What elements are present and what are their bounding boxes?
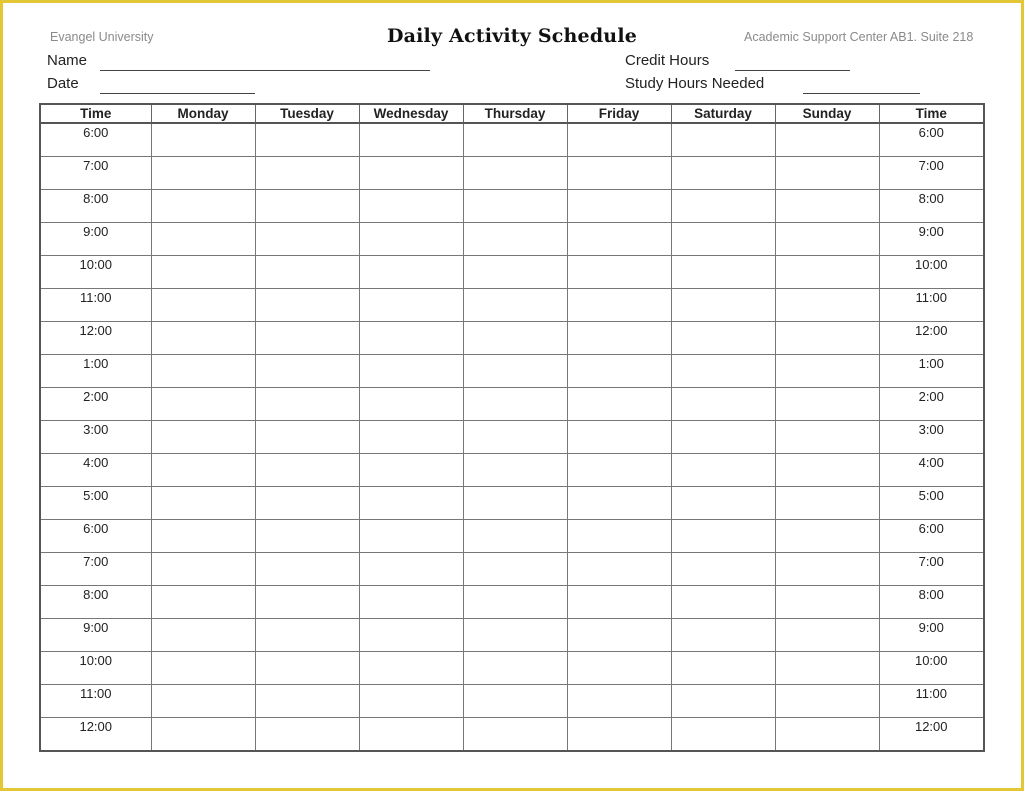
schedule-cell[interactable] — [359, 256, 463, 289]
schedule-cell[interactable] — [151, 421, 255, 454]
schedule-cell[interactable] — [359, 454, 463, 487]
time-cell-left: 3:00 — [40, 421, 151, 454]
schedule-cell[interactable] — [463, 355, 567, 388]
schedule-cell[interactable] — [463, 487, 567, 520]
column-header-friday: Friday — [567, 104, 671, 123]
schedule-cell[interactable] — [359, 487, 463, 520]
credit-hours-field[interactable] — [735, 70, 850, 71]
schedule-cell[interactable] — [567, 322, 671, 355]
schedule-cell[interactable] — [567, 355, 671, 388]
time-cell-left: 7:00 — [40, 157, 151, 190]
schedule-cell[interactable] — [567, 520, 671, 553]
table-row — [40, 586, 984, 619]
schedule-cell[interactable] — [359, 123, 463, 157]
schedule-cell[interactable] — [463, 652, 567, 685]
schedule-cell[interactable] — [775, 520, 879, 553]
schedule-cell[interactable] — [463, 388, 567, 421]
schedule-cell[interactable] — [359, 520, 463, 553]
schedule-cell[interactable] — [671, 454, 775, 487]
time-cell-right: 7:00 — [879, 553, 984, 586]
time-cell-right: 4:00 — [879, 454, 984, 487]
schedule-cell[interactable] — [463, 223, 567, 256]
time-cell-left: 12:00 — [40, 718, 151, 752]
table-row — [40, 520, 984, 553]
schedule-cell[interactable] — [671, 685, 775, 718]
schedule-cell[interactable] — [255, 586, 359, 619]
table-row — [40, 553, 984, 586]
schedule-cell[interactable] — [775, 685, 879, 718]
schedule-cell[interactable] — [567, 388, 671, 421]
schedule-cell[interactable] — [255, 619, 359, 652]
schedule-cell[interactable] — [151, 322, 255, 355]
time-cell-right: 3:00 — [879, 421, 984, 454]
schedule-cell[interactable] — [775, 619, 879, 652]
schedule-cell[interactable] — [567, 718, 671, 752]
schedule-cell[interactable] — [359, 190, 463, 223]
schedule-cell[interactable] — [359, 619, 463, 652]
schedule-cell[interactable] — [775, 487, 879, 520]
time-cell-right: 10:00 — [879, 256, 984, 289]
time-cell-left: 11:00 — [40, 685, 151, 718]
schedule-cell[interactable] — [359, 553, 463, 586]
schedule-cell[interactable] — [151, 487, 255, 520]
time-cell-left: 1:00 — [40, 355, 151, 388]
study-hours-field[interactable] — [803, 93, 920, 94]
schedule-cell[interactable] — [775, 718, 879, 752]
column-header-time-left: Time — [40, 104, 151, 123]
time-cell-right: 6:00 — [879, 123, 984, 157]
schedule-cell[interactable] — [567, 421, 671, 454]
schedule-cell[interactable] — [359, 388, 463, 421]
time-cell-right: 8:00 — [879, 586, 984, 619]
time-cell-right: 6:00 — [879, 520, 984, 553]
schedule-cell[interactable] — [359, 289, 463, 322]
schedule-cell[interactable] — [671, 355, 775, 388]
schedule-cell[interactable] — [359, 421, 463, 454]
column-header-tuesday: Tuesday — [255, 104, 359, 123]
schedule-cell[interactable] — [463, 322, 567, 355]
time-cell-left: 12:00 — [40, 322, 151, 355]
schedule-cell[interactable] — [255, 421, 359, 454]
schedule-cell[interactable] — [463, 718, 567, 752]
schedule-cell[interactable] — [151, 355, 255, 388]
table-row — [40, 355, 984, 388]
schedule-cell[interactable] — [151, 223, 255, 256]
table-row — [40, 718, 984, 752]
table-row — [40, 123, 984, 157]
schedule-cell[interactable] — [463, 619, 567, 652]
schedule-cell[interactable] — [463, 157, 567, 190]
schedule-cell[interactable] — [151, 256, 255, 289]
date-label: Date — [47, 75, 79, 92]
schedule-cell[interactable] — [567, 586, 671, 619]
schedule-cell[interactable] — [359, 718, 463, 752]
column-header-wednesday: Wednesday — [359, 104, 463, 123]
schedule-cell[interactable] — [255, 652, 359, 685]
time-cell-left: 9:00 — [40, 223, 151, 256]
schedule-cell[interactable] — [671, 388, 775, 421]
time-cell-left: 7:00 — [40, 553, 151, 586]
time-cell-right: 7:00 — [879, 157, 984, 190]
schedule-cell[interactable] — [151, 520, 255, 553]
schedule-cell[interactable] — [463, 123, 567, 157]
table-row — [40, 388, 984, 421]
schedule-cell[interactable] — [151, 157, 255, 190]
schedule-cell[interactable] — [671, 157, 775, 190]
schedule-cell[interactable] — [255, 553, 359, 586]
time-cell-left: 11:00 — [40, 289, 151, 322]
schedule-cell[interactable] — [255, 388, 359, 421]
university-name: Evangel University — [50, 30, 154, 44]
schedule-cell[interactable] — [359, 652, 463, 685]
time-cell-right: 2:00 — [879, 388, 984, 421]
schedule-cell[interactable] — [359, 322, 463, 355]
schedule-cell[interactable] — [151, 388, 255, 421]
time-cell-left: 8:00 — [40, 586, 151, 619]
time-cell-left: 8:00 — [40, 190, 151, 223]
schedule-cell[interactable] — [255, 454, 359, 487]
time-cell-right: 10:00 — [879, 652, 984, 685]
schedule-cell[interactable] — [567, 289, 671, 322]
schedule-cell[interactable] — [463, 190, 567, 223]
schedule-cell[interactable] — [671, 322, 775, 355]
schedule-cell[interactable] — [671, 619, 775, 652]
schedule-cell[interactable] — [463, 454, 567, 487]
schedule-cell[interactable] — [255, 322, 359, 355]
schedule-cell[interactable] — [463, 520, 567, 553]
schedule-cell[interactable] — [359, 157, 463, 190]
schedule-cell[interactable] — [671, 123, 775, 157]
credit-hours-label: Credit Hours — [625, 52, 710, 69]
table-row — [40, 223, 984, 256]
column-header-sunday: Sunday — [775, 104, 879, 123]
schedule-cell[interactable] — [671, 289, 775, 322]
schedule-cell[interactable] — [359, 586, 463, 619]
column-header-saturday: Saturday — [671, 104, 775, 123]
schedule-cell[interactable] — [775, 421, 879, 454]
time-cell-right: 11:00 — [879, 289, 984, 322]
schedule-cell[interactable] — [671, 520, 775, 553]
name-field[interactable] — [100, 70, 430, 71]
schedule-cell[interactable] — [255, 718, 359, 752]
schedule-cell[interactable] — [463, 289, 567, 322]
time-cell-right: 1:00 — [879, 355, 984, 388]
table-header-row — [40, 104, 984, 123]
schedule-cell[interactable] — [775, 157, 879, 190]
schedule-cell[interactable] — [151, 652, 255, 685]
time-cell-right: 12:00 — [879, 322, 984, 355]
schedule-cell[interactable] — [775, 553, 879, 586]
schedule-cell[interactable] — [671, 256, 775, 289]
schedule-cell[interactable] — [255, 123, 359, 157]
schedule-cell[interactable] — [671, 487, 775, 520]
schedule-cell[interactable] — [567, 454, 671, 487]
time-cell-right: 12:00 — [879, 718, 984, 752]
time-cell-right: 9:00 — [879, 223, 984, 256]
schedule-cell[interactable] — [671, 553, 775, 586]
time-cell-right: 11:00 — [879, 685, 984, 718]
schedule-cell[interactable] — [775, 586, 879, 619]
schedule-cell[interactable] — [775, 123, 879, 157]
time-cell-left: 5:00 — [40, 487, 151, 520]
schedule-cell[interactable] — [359, 685, 463, 718]
schedule-cell[interactable] — [255, 157, 359, 190]
schedule-cell[interactable] — [567, 652, 671, 685]
schedule-cell[interactable] — [359, 355, 463, 388]
table-row — [40, 256, 984, 289]
table-row — [40, 454, 984, 487]
schedule-cell[interactable] — [775, 190, 879, 223]
schedule-cell[interactable] — [567, 123, 671, 157]
schedule-cell[interactable] — [255, 487, 359, 520]
schedule-cell[interactable] — [775, 355, 879, 388]
time-cell-left: 9:00 — [40, 619, 151, 652]
time-cell-left: 10:00 — [40, 256, 151, 289]
schedule-cell[interactable] — [151, 685, 255, 718]
schedule-cell[interactable] — [255, 520, 359, 553]
schedule-cell[interactable] — [463, 553, 567, 586]
schedule-cell[interactable] — [255, 685, 359, 718]
schedule-cell[interactable] — [255, 190, 359, 223]
schedule-cell[interactable] — [775, 289, 879, 322]
column-header-thursday: Thursday — [463, 104, 567, 123]
schedule-cell[interactable] — [671, 586, 775, 619]
schedule-cell[interactable] — [567, 157, 671, 190]
schedule-cell[interactable] — [255, 223, 359, 256]
schedule-cell[interactable] — [151, 718, 255, 752]
schedule-cell[interactable] — [255, 256, 359, 289]
time-cell-left: 10:00 — [40, 652, 151, 685]
schedule-cell[interactable] — [775, 256, 879, 289]
schedule-cell[interactable] — [151, 123, 255, 157]
table-row — [40, 289, 984, 322]
time-cell-left: 2:00 — [40, 388, 151, 421]
schedule-cell[interactable] — [255, 355, 359, 388]
schedule-cell[interactable] — [775, 454, 879, 487]
schedule-cell[interactable] — [151, 190, 255, 223]
schedule-cell[interactable] — [775, 223, 879, 256]
schedule-cell[interactable] — [567, 619, 671, 652]
time-cell-left: 6:00 — [40, 123, 151, 157]
time-cell-left: 6:00 — [40, 520, 151, 553]
time-cell-right: 9:00 — [879, 619, 984, 652]
schedule-cell[interactable] — [463, 586, 567, 619]
table-row — [40, 421, 984, 454]
schedule-table — [39, 103, 985, 752]
table-row — [40, 652, 984, 685]
schedule-cell[interactable] — [775, 388, 879, 421]
date-field[interactable] — [100, 93, 255, 94]
time-cell-right: 5:00 — [879, 487, 984, 520]
schedule-cell[interactable] — [463, 685, 567, 718]
schedule-cell[interactable] — [567, 685, 671, 718]
schedule-cell[interactable] — [463, 421, 567, 454]
table-row — [40, 487, 984, 520]
schedule-cell[interactable] — [775, 652, 879, 685]
schedule-cell[interactable] — [567, 223, 671, 256]
schedule-cell[interactable] — [359, 223, 463, 256]
schedule-cell[interactable] — [775, 322, 879, 355]
schedule-cell[interactable] — [255, 289, 359, 322]
column-header-time-right: Time — [879, 104, 984, 123]
time-cell-right: 8:00 — [879, 190, 984, 223]
schedule-cell[interactable] — [151, 289, 255, 322]
column-header-monday: Monday — [151, 104, 255, 123]
schedule-cell[interactable] — [567, 487, 671, 520]
schedule-cell[interactable] — [671, 190, 775, 223]
schedule-cell[interactable] — [151, 553, 255, 586]
schedule-cell[interactable] — [671, 652, 775, 685]
schedule-cell[interactable] — [151, 586, 255, 619]
table-row — [40, 157, 984, 190]
schedule-cell[interactable] — [567, 256, 671, 289]
schedule-cell[interactable] — [567, 190, 671, 223]
schedule-cell[interactable] — [567, 553, 671, 586]
page-title: Daily Activity Schedule — [386, 25, 638, 47]
study-hours-label: Study Hours Needed — [625, 75, 765, 92]
schedule-cell[interactable] — [671, 421, 775, 454]
schedule-cell[interactable] — [671, 223, 775, 256]
schedule-cell[interactable] — [151, 619, 255, 652]
office-location: Academic Support Center AB1. Suite 218 — [744, 30, 974, 44]
schedule-cell[interactable] — [671, 718, 775, 752]
table-row — [40, 322, 984, 355]
table-row — [40, 190, 984, 223]
schedule-cell[interactable] — [463, 256, 567, 289]
schedule-cell[interactable] — [151, 454, 255, 487]
table-row — [40, 685, 984, 718]
time-cell-left: 4:00 — [40, 454, 151, 487]
table-row — [40, 619, 984, 652]
name-label: Name — [47, 52, 88, 69]
